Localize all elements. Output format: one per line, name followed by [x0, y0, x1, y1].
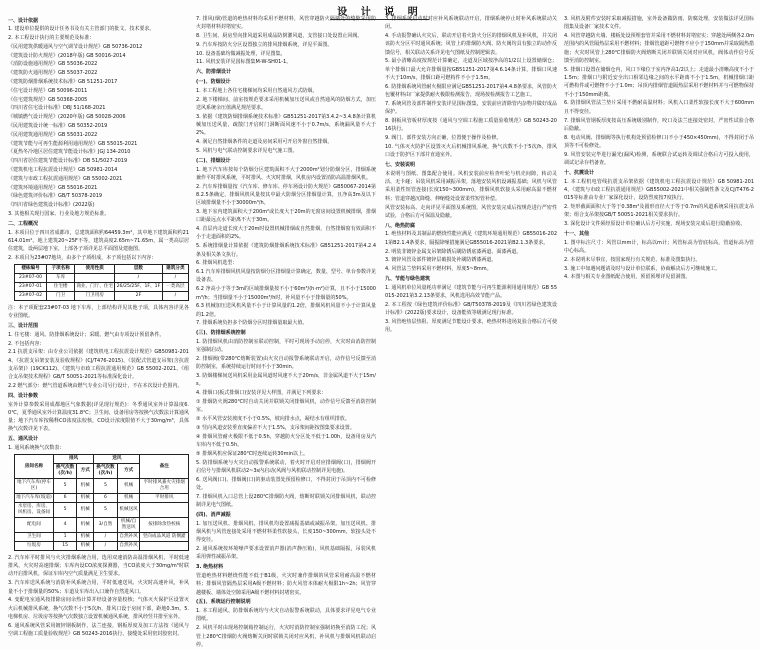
table-cell: 一类高层 — [162, 283, 188, 292]
spec-text-line: 2. 通风系统按环境噪声要求设置消声器(消声静压箱)，风机基础隔振，吊装风机采用弹性减振吊架。 — [196, 546, 376, 561]
spec-text-line: 3. 汽车库送风系统与消防补风系统合用，平时低速送风、火灾时高速补风，补风量不小于排烟量的50%；车道及车库出入口兼作自然进风口。 — [8, 580, 189, 595]
spec-text-line: 《建筑设计防火规范》(2018年版) GB 50016-2014 — [8, 52, 126, 59]
spec-text-line: 3. 地下室内建筑面积大于200m²或长度大于20m的无窗房间设置机械排烟，排烟口距最远点水平距离不大于30m。 — [196, 209, 376, 224]
spec-text-line: 4. 本图与相关专业图纸配合使用，预留预埋详见留洞图。 — [564, 274, 691, 281]
ventilation-rate-table — [14, 454, 189, 551]
spec-text-line: 7. 系统风管及部件制作安装详见国标图集，安装前应清除管内杂物并做好成品保护。 — [385, 100, 557, 116]
spec-text-line: 10. 设备基础均做减振处理，详见图集。 — [196, 50, 286, 57]
table-cell: / — [162, 274, 188, 283]
spec-text-line: 6. 防排烟风管法兰垫片采用不燃耐高温材料；风机入口柔性软接长度不大于600mm且不得变径。 — [564, 100, 754, 115]
table-cell: 5 — [53, 503, 76, 518]
spec-text-line: 11. 风机安装详见国标图集M-W-SH01-1。 — [196, 59, 292, 66]
spec-text-line: 2. 风机平时由现场控制箱控制运行，火灾时消防控制室强制切换至消防工况；风管上280℃排烟防火阀熔断关闭时联锁关闭对应风机，补风机与排烟风机联动启停。 — [196, 625, 376, 648]
spec-text-line: 《民用建筑通用规范》GB 55031-2022 — [8, 131, 98, 138]
spec-text-line: 《民用建筑供暖通风与空气调节设计规范》GB 50736-2012 — [8, 43, 143, 50]
table-cell: 自然补风 — [117, 542, 140, 551]
table-cell: 机械 — [77, 533, 94, 542]
section-heading: 六、防排烟设计 — [196, 69, 232, 76]
table-header-cell: 楼栋编号 — [15, 265, 47, 274]
spec-text-line: 6. 防排烟系统风管耐火极限应满足GB51251-2017第4.4.8条要求，风管防火包覆材料由厂家提供耐火极限检测报告，现场按检测报告工艺施工。 — [385, 83, 557, 99]
spec-text-line: 6. 送风阀(口)、排烟阀(口)的驱动装置处预留检修口，不得封闭于吊顶内不可检修处。 — [196, 476, 376, 492]
table-header-cell: 换气次数(次/h) — [53, 464, 76, 479]
spec-text-line: 9. 汽车库按防火分区设置独立的排风排烟系统，详见平面图。 — [196, 41, 333, 48]
spec-text-line: 1. 通风机单位风量耗功率满足《建筑节能与可再生能源利用通用规范》GB 55015-2021第3.2.13条要求，风机选用高效节能产品。 — [385, 284, 557, 299]
spec-text-line: 1. 加压送风机、排烟风机、排风机均设置减振基础或减振吊架。加压送风机、排烟风机与风管连接处采用不燃材料柔性软接头，长度150~300mm，软接头处不得变径。 — [196, 520, 376, 544]
spec-text-line: 2. 矩形截面面积大于等于0.38m²及圆形直径大于等于0.7m的风道系统采用抗震支吊架；组合支吊架按GB/T 50051-2021相关要求执行。 — [564, 204, 754, 219]
spec-text-line: 6.3 机械加压送风机风量不小于计算风量的1.2倍，排烟风机风量不小于计算风量的1.2倍。 — [196, 303, 376, 318]
project-info-table — [14, 264, 189, 301]
spec-text-line: 3. 依据《建筑防烟排烟系统技术标准》GB51251-2017第3.4.2~3.4.8条计算机械加压送风量，疏散门开启时门洞断面风速不小于0.7m/s，系统漏风量不大于2%。 — [196, 113, 376, 137]
section-heading: (二)、排烟设计 — [196, 157, 231, 164]
table-cell: 地下汽车库(坡道) — [15, 494, 54, 503]
table-cell: / — [94, 533, 117, 542]
section-heading: 十、抗震设计 — [564, 169, 595, 176]
spec-text-line: 1. 本工程机电管线抗震支吊架依据《建筑机电工程抗震设计规范》GB 50981-2014、《建筑与市政工程抗震通用规范》GB55002-2021中相关强制性条文及CJ/T476-2015等标准由专业厂家深化设计，设防烈度按7度执行。 — [564, 178, 754, 202]
spec-text-line: 1. 绝热材料及其制品的燃烧性能应满足《建筑环境通用规范》GB55016-2021第B2.1.4条要求，隔振降噪措施满足GB55016-2021第B2.1.3条要求。 — [385, 231, 557, 246]
section-heading: 七、安装说明 — [385, 162, 416, 169]
spec-text-line: 《建筑防烟排烟系统技术标准》GB 51251-2017 — [8, 79, 118, 86]
table-cell: 5 — [94, 503, 117, 518]
spec-text-line: 7. 排烟风机入口总管上设280℃排烟防火阀，熔断时联锁关闭排烟风机，联动控制详见电气图纸。 — [196, 493, 376, 509]
table-cell: 卫生间 — [15, 533, 54, 542]
spec-text-line: ③ 竖向风道安装垂直度偏差不大于1.5%，支吊架间距按图集要求设置。 — [196, 424, 355, 431]
spec-text-line: 4. 首层内走道长度大于20m时设置机械排烟或自然排烟，自然排烟窗有效面积不小于走道面积的2%。 — [196, 226, 376, 241]
table-cell: 23#07-00 — [15, 274, 47, 283]
spec-text-line: 5. 排烟口设置在储烟仓内，风口下缘位于室内净高1/2以上；走道最小清晰高度不小于1.5m；排烟口与附近安全出口相邻边缘之间的水平距离不小于1.5m，机械排烟口距可燃构件或可燃物不小于1.0m；吊顶内排烟管道隔热层采用不燃材料并与可燃物保持不小于150mm距离。 — [564, 66, 754, 98]
spec-text-line: 7. 排烟系统负担多个防烟分区时排烟量取最大值。 — [196, 320, 308, 327]
table-cell: 2F — [115, 292, 163, 301]
spec-text-line: 2. 地下楼梯间、前室按规范要求采用机械加压送风或自然通风的防烟方式，加压送风系统余压值满足规范要求。 — [196, 96, 376, 111]
table-cell: 机械 — [77, 518, 94, 533]
spec-text-line: 《建筑环境通用规范》GB 55016-2021 — [8, 184, 98, 191]
table-cell: 26/25/25F、1F、1F — [115, 283, 163, 292]
spec-text-line: 4. 满足自然排烟条件的走道及房间采用可开启外窗自然排烟。 — [196, 139, 333, 146]
table-cell: / — [115, 274, 163, 283]
spec-text-line: 7. 排烟风管钢板厚度按高压系统级别制作，咬口及法兰连接处密封，严密性试验合格后隐蔽。 — [564, 117, 754, 132]
spec-text-line: 4. 手动报警确认火灾后，联动开启着火防火分区的排烟风机及补风机，并关闭该防火分区平时通风系统；风管上的排烟防火阀、防火阀均具有独立的动作反馈信号，相关联动关系详见电气图纸及控制逻辑表。 — [385, 33, 557, 56]
table-cell: 3/自然 — [94, 518, 117, 533]
table-header-cell: 备注 — [140, 455, 189, 479]
spec-text-line: ④ 排烟风管耐火极限不低于0.5h，穿越防火分区处不低于1.00h，设备用房及汽车库内不低于0.5h。 — [196, 433, 376, 449]
spec-text-line: 管道绝热材料燃烧性能不低于B1级，火灾时兼作排烟的风管采用耐高温不燃材料；排烟风管隔热层采用A级不燃材料；防火风管本体耐火极限1h~2h；风管穿越楼板、墙体处空隙采用A级不燃材料封堵密实。 — [196, 573, 376, 596]
spec-text-line: 5. 防排烟系统与火灾自动报警系统联动，着火时开启对应排烟阀(口)，排烟阀开启信号与排烟风机联动2~3s内启动(风阀与风机联动控制详见电施)。 — [196, 459, 376, 474]
spec-text-line: 6.1 汽车库排烟风机风量按防烟分区排烟量计算确定，数量、型号、单台参数详见设备表。 — [196, 269, 376, 284]
spec-text-line: 3. 其他相关现行国家、行业及地方规范标准。 — [8, 211, 110, 218]
spec-text-line: 《建筑节能与可再生能源利用通用规范》GB 55015-2021 — [8, 140, 138, 147]
table-header-cell: 排风 — [53, 455, 93, 464]
spec-text-line: 6. 排烟风机选型： — [196, 260, 238, 267]
spec-text-line: 3. 深化设计文件须经原设计单位确认后方可实施，现场安装完成后进行隐蔽验收。 — [564, 221, 746, 228]
spec-text-line: 6. 通风系统风管采用镀锌钢板制作，法兰连接，钢板厚度及加工方法按《通风与空调工程施工质量验收规范》GB 50243-2016执行，接缝处采用密封胶密封。 — [8, 622, 189, 638]
spec-text-line: 本说明与图纸、图集配合使用。风机安装前应检查叶轮与机壳间隙，转动灵活、无卡碰；吊装风机采用减振吊架，落地安装风机设减振基础；风机与风管采用柔性短管连接(长度150~300mm)，排烟风机软接头采用耐高温不燃材料；管道穿越沉降缝、伸缩缝处设置柔性短管补偿。 — [385, 170, 557, 202]
section-heading: 二、工程概况 — [8, 220, 39, 227]
spec-text-line: 3. 风机及附件安装时采取减振措施，室外设备做防雨、防腐处理，安装做法详见国标图集及设备厂家技术文件。 — [564, 16, 754, 31]
section-heading: 九、节能与绿色建筑 — [385, 275, 431, 282]
table-cell: 1 — [53, 533, 76, 542]
spec-text-line: 5. 最小清晰高度按规范计算确定，走道及区域按净高的1/2以上设置储烟仓；单个排烟口最大允许排烟量按GB51251-2017第4.6.14条计算，排烟口风速不大于10m/s，排烟口距可燃构件不小于1.5m。 — [385, 58, 557, 82]
spec-text-line: 6.2 净高小于等于3m的区域排烟量按不小于60m³/(h·m²)计算，且不小于15000m³/h；当排烟量不小于15000m³/h时，补风量不小于排烟量的50%。 — [196, 286, 376, 301]
section-heading: 三、设计范围 — [8, 322, 39, 329]
section-heading: (五)、系统运行控制说明 — [196, 599, 251, 606]
table-cell: 5 — [94, 479, 117, 494]
spec-text-line: 《建筑机电工程抗震设计规范》GB 50981-2014 — [8, 167, 118, 174]
spec-column-3 — [385, 15, 557, 335]
table-cell: 6 — [94, 494, 117, 503]
spec-text-line: 3. 风管绝热层热阻、厚度满足节能设计要求，绝热材料进场复验合格后方可使用。 — [385, 318, 557, 334]
section-heading: 十一、其他 — [564, 230, 590, 237]
spec-text-line: 《四川省绿色建筑设计标准》(2022版) — [8, 202, 95, 209]
section-heading: 一、设计依据 — [8, 17, 39, 24]
spec-text-line: 2. 明装非镀锌金属支吊架除锈后刷防锈底漆两道、面漆两道。 — [385, 248, 522, 255]
table-header-cell: 子项名称 — [47, 265, 75, 274]
spec-text-line: ② 水平风管安装坡度不小于0.5%，坡向排水点，凝结水有组织排放。 — [196, 416, 350, 423]
table-cell: 机械 — [77, 542, 94, 551]
table-cell: 门卫用房 — [75, 292, 115, 301]
spec-column-2 — [196, 15, 376, 650]
table-cell: 垃圾房 — [15, 542, 54, 551]
section-heading: 八、绝热防腐 — [385, 222, 416, 229]
table-cell: 自然补风 — [117, 533, 140, 542]
spec-text-line: 3. 排烟系统启动时对应补风系统联动开启，排烟系统停止时补风系统联动关闭。 — [385, 16, 557, 31]
spec-text-line: 2. 本项目为23#07地块，由多个子项组成，本子项包括以下内容： — [8, 255, 157, 262]
spec-text-line: 4. 排烟口(板式排烟口)安装详见大样图，并满足下列要求： — [196, 390, 327, 397]
table-cell: 水泵房、库房、风机房、设备间 — [15, 503, 54, 518]
spec-text-line: 1. 住宅楼：通风、防排烟系统设计；采暖、燃气由专项设计预留条件。 — [8, 331, 165, 338]
table-cell: 机械 — [77, 479, 94, 494]
spec-column-4 — [564, 15, 754, 282]
spec-text-line: 《四川省住宅设计标准》DBJ 51/168-2021 — [8, 105, 106, 112]
table-header-cell: 建筑分类 — [162, 265, 188, 274]
spec-text-line: 1. 防排烟风机由消防控制室联动控制，平时可现场手动启停，火灾时由消防控制室强制启动。 — [196, 338, 376, 354]
spec-column-1 — [8, 15, 189, 639]
table-cell — [75, 274, 115, 283]
spec-text-line: 《绿色建筑评价标准》GB/T 50378-2019 — [8, 193, 103, 200]
table-cell: 23#07-01 — [15, 283, 47, 292]
table-cell: 车库 — [47, 274, 75, 283]
spec-text-line: 2.1 抗震支吊架：由专业公司依据《建筑机电工程抗震设计规范》GB50981-2014、《抗震支吊架安装及验收规程》(CJ/T476-2015)、《装配式管道支吊架(含抗震支吊架)》(19CK112)、《建筑与市政工程抗震通用规范》GB 55002-2021、《组合支吊架技术规程》GB/T 50051-2021等标准深化设计。 — [8, 349, 189, 381]
spec-text-line: 3. 施工中如遇问题请及时与设计单位联系，协商解决后方可继续施工。 — [564, 265, 721, 272]
spec-text-line: 8. 钢板风管板材厚度按《通风与空调工程施工质量验收规范》GB 50243-2016执行。 — [385, 118, 557, 133]
table-header-cell: 房间名称 — [15, 455, 54, 479]
section-heading: (三)、防排烟系统控制 — [196, 330, 246, 337]
table-header-cell: 方式 — [117, 464, 140, 479]
spec-text-line: 风管安装标高、走向详见平面图及系统图，风管安装完成后按规范进行严密性试验，合格后方可保温及隐蔽。 — [385, 204, 557, 219]
spec-text-line: 2.2 燃气部分：燃气管道系统由燃气专业公司另行设计，不在本次设计范围内。 — [8, 382, 183, 389]
spec-text-line: 《城镇燃气设计规范》(2020年版) GB 50028-2006 — [8, 114, 126, 121]
section-heading: (四)、消声减振 — [196, 511, 231, 518]
table-header-cell: 换气次数(次/h) — [94, 464, 117, 479]
section-heading: 五、通风设计 — [8, 436, 39, 443]
table-cell: 机械 — [77, 503, 94, 518]
table-cell: 按排除余热校核 — [140, 518, 189, 533]
table-cell: 平时排风 — [140, 494, 189, 503]
table-header-cell: 层数 — [115, 265, 163, 274]
table-cell: 地下汽车库(停车区) — [15, 479, 54, 494]
table-cell: 机械/自然送风 — [117, 518, 140, 533]
spec-text-line: 1. 本工程地上各住宅楼梯间均采用自然通风方式防烟。 — [196, 87, 318, 94]
table-cell — [140, 542, 189, 551]
table-cell: 住宅楼 — [47, 283, 75, 292]
sheet-title: 设 计 说 明 — [330, 3, 429, 20]
spec-text-line: 《建筑防火通用规范》GB 55037-2022 — [8, 70, 98, 77]
spec-text-line: 9. 阀门、部件安装方向正确，位置便于操作及检修。 — [385, 135, 502, 142]
spec-text-line: 《住宅建筑规范》GB 50368-2005 — [8, 96, 88, 103]
spec-text-line: 2. 汽车库排烟量按《汽车库、修车库、停车场设计防火规范》GB50067-2014第8.2.5条确定，排烟风机风量按其中最大防烟分区排烟量计算，且净高3m及以下区域排烟量不小于30000m³/h。 — [196, 183, 376, 207]
spec-text-line: 注：本子项配套23#07-03 地下车库，上部结构详见其他子项，具体内容详见各专业图纸。 — [8, 304, 189, 320]
spec-text-line: 3. 防烟楼梯间送风机采用金属风道时风速不大于20m/s，非金属风道不大于15m/s。 — [196, 373, 376, 388]
table-cell: 机械 — [77, 494, 94, 503]
spec-text-line: 《住宅设计规范》GB 50096-2011 — [8, 87, 88, 94]
table-cell: 4 — [53, 518, 76, 533]
spec-text-line: 4. 风管法兰垫料采用不燃材料，厚度5~8mm。 — [385, 266, 492, 273]
spec-text-line: 2. 本工程按《绿色建筑评价标准》GB/T50378-2019及《四川省绿色建筑设计标准》(2022版)要求设计，设备能效等级满足现行标准。 — [385, 301, 557, 317]
table-cell: 机械送风 — [117, 503, 140, 518]
table-cell: 门卫 — [47, 292, 75, 301]
spec-text-line: 5. 系统排烟量计算依据《建筑防烟排烟系统技术标准》GB51251-2017第4.2.4条及相关条文执行。 — [196, 243, 376, 258]
spec-text-line: 1. 通风系统换气次数表： — [8, 445, 65, 452]
spec-text-line: 室外计算参数采用成都地区气象数据(详见现行规范)：冬季通风室外计算温度6.0℃，夏季通风室外计算温度31.8℃；卫生间、设备用房等按换气次数法计算通风量；地下汽车库按稀释CO浓度法校核，CO设计浓度限值不大于30mg/m³，具体换气次数详见下表。 — [8, 401, 189, 433]
table-cell: 15 — [53, 542, 76, 551]
spec-text-line: 2. 排烟阀(带280℃熔断装置)由火灾自动报警系统联动开启，动作信号反馈至消防控制室，系统持续运行时间不小于30min。 — [196, 356, 376, 371]
spec-text-line: ⑤ 排烟风机应保证280℃时连续运转30min以上。 — [196, 450, 309, 457]
spec-text-line: 1. 地下汽车库按每个防烟分区建筑面积不大于2000m²划分防烟分区，排烟系统兼作平时排风系统，平时排风、火灾时排烟，风机房内设置消防高温排烟风机。 — [196, 166, 376, 181]
table-cell: 商业、门厅、住宅 — [75, 283, 115, 292]
table-cell: / — [94, 542, 117, 551]
spec-text-line: 《建筑与市政工程抗震通用规范》GB 55002-2021 — [8, 175, 123, 182]
spec-text-line: ① 排烟防火阀280℃时自动关闭并联锁关闭排烟风机，动作信号反馈至消防控制室。 — [196, 399, 376, 414]
table-cell: 5 — [53, 479, 76, 494]
table-header-cell: 送风 — [94, 455, 140, 464]
spec-text-line: 《四川省居住建筑节能设计标准》DB 51/5027-2019 — [8, 158, 128, 165]
table-cell: 配电间 — [15, 518, 54, 533]
spec-text-line: 2. 汽车库平时排风与火灾排烟系统合用，选用双速消防高温排烟风机，平时低速排风、火灾时高速排烟；车库内设CO浓度探测器，当CO浓度大于30mg/m³时联动开启排风机，保证车库内空气质量满足卫生要求。 — [8, 554, 189, 578]
table-cell: 机械 — [117, 494, 140, 503]
spec-text-line: 7. 排风(烟)管道的绝热材料均采用不燃材料，风管穿越防火隔墙处的缝隙采用防火封堵材料封堵密实。 — [196, 16, 376, 31]
section-heading: (一)、防烟设计 — [196, 79, 231, 86]
table-cell: 6 — [53, 494, 76, 503]
spec-text-line: 《民用建筑设计统一标准》GB 50352-2019 — [8, 123, 108, 130]
table-header-cell: 使用性质 — [75, 265, 115, 274]
spec-text-line: 8. 卫生间、厨房竖向排风道采用成品防倒灌风道，支管接口处设置止回阀。 — [196, 33, 363, 40]
spec-text-line: 2. 本工程设计执行的主要规范及标准： — [8, 35, 95, 42]
section-heading: 四、设计参数 — [8, 392, 39, 399]
table-cell: 机械 — [117, 479, 140, 494]
spec-text-line: 1. 本工程通风、防排烟系统均与火灾自动报警系统联动，具体要求详见电气专业图纸。 — [196, 608, 376, 623]
spec-text-line: 1. 本项目位于四川省成都市，总建筑面积约64459.3m²，其中地下建筑面积约21614.01m²。地上建筑20~25F不等，建筑高度2.65m~71.65m，属一类高层居住建筑，设两层地下室，上部各子项详见总平面图及建施图。 — [8, 229, 189, 253]
spec-text-line: 4. 风管穿越防火墙、楼板处设预埋套管并采用不燃材料封堵密实；穿越处两侧各2.0m范围内的风管隔热层采用不燃材料；排烟管道距可燃物不应小于150mm并采取隔热措施；火灾时风管上280℃排烟防火阀熔断关闭并联锁关闭对应风机，阀体动作信号反馈至消防控制室。 — [564, 33, 754, 64]
table-cell — [140, 503, 189, 518]
table-cell: / — [162, 292, 188, 301]
spec-text-line: 10. 气体灭火防护区设置灭火后机械排风系统，换气次数不小于5次/h，排风口设于防护区下部并直通室外。 — [385, 143, 557, 159]
spec-text-line: 1. 建设单位提供的设计任务书及有关主管部门的批文、技术要求。 — [8, 26, 155, 33]
table-cell: 平时排风兼火灾排烟合用 — [140, 479, 189, 494]
table-cell: 竖向成品风道 防倒灌 — [140, 533, 189, 542]
spec-text-line: 5. 风机与电气联动控制要求详见电气施工图。 — [196, 147, 298, 154]
table-header-cell: 方式 — [77, 464, 94, 479]
table-cell: 23#07-02 — [15, 292, 47, 301]
section-heading: 3. 绝热材料 — [196, 564, 224, 571]
spec-text-line: 1. 图中标注尺寸：风管以mm计，标高以m计；风管标高为管底标高，管道标高为管中心标高。 — [564, 239, 754, 255]
spec-text-line: 2. 不包括内容： — [8, 340, 45, 347]
spec-text-line: 9. 风管安装完毕进行漏光(漏风)检测，系统联合试运转及调试合格后方可投入使用，调试记录存档备查。 — [564, 151, 754, 167]
spec-text-line: 4. 变配电室通风按排除房间余热计算并经设备容量校核；气体灭火保护区设置灭火后机械排风系统，换气次数不小于5次/h，排风口设于房间下部，距地0.3m。5. 电梯机房、垃圾房等按换气次数独立设置机械通风系统，排风经竖井排至室外。 — [8, 597, 189, 620]
spec-text-line: 8. 电动风阀、排烟阀等执行机构处预留检修口(不小于450×450mm)，不得封闭于吊顶等不可检修处。 — [564, 134, 754, 149]
spec-text-line: 《夏热冬冷地区居住建筑节能设计标准》JGJ 134-2010 — [8, 149, 131, 156]
spec-text-line: 3. 镀锌风管及部件镀锌层破损处补刷防锈漆两道。 — [385, 257, 497, 264]
spec-text-line: 《消防设施通用规范》GB 55036-2022 — [8, 61, 98, 68]
spec-text-line: 2. 本说明未尽事宜，按国家现行有关规范、标准及图集执行。 — [564, 256, 701, 263]
